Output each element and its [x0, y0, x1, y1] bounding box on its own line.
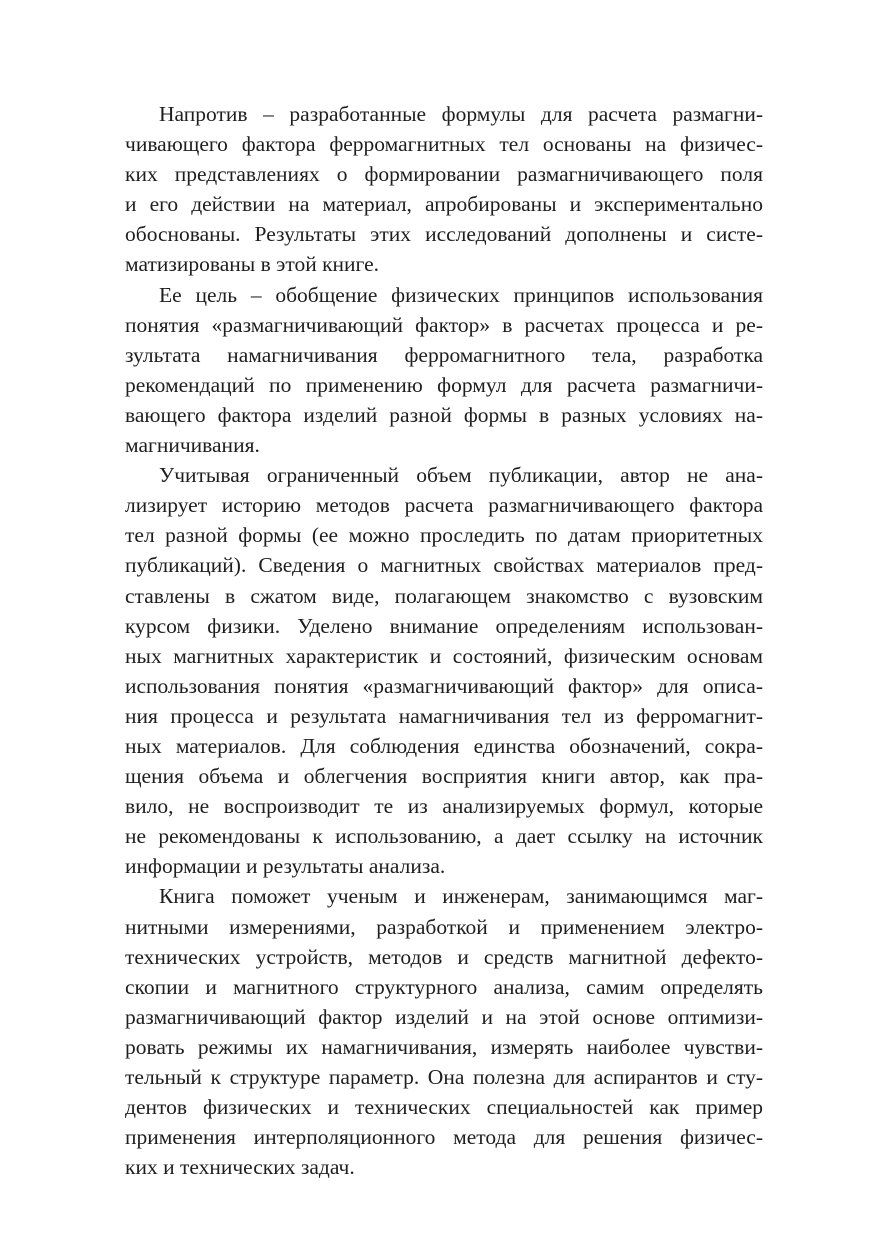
- text-line: ных материалов. Для соблюдения единства обозначений, сокра-: [125, 733, 763, 758]
- paragraph: [125, 280, 763, 461]
- text-line: обоснованы. Результаты этих исследований дополнены и систе-: [125, 222, 763, 247]
- text-line: вило, не воспроизводит те из анализируемых формул, которые: [125, 794, 763, 819]
- text-line: чивающего фактора ферромагнитных тел основаны на физичес-: [125, 132, 763, 157]
- text-line: ставлены в сжатом виде, полагающем знакомство с вузовским: [125, 583, 763, 608]
- text-line: ких представлениях о формировании размагничивающего поля: [125, 162, 763, 187]
- text-line: щения объема и облегчения восприятия книги автор, как пра-: [125, 764, 763, 789]
- text-line: тельный к структуре параметр. Она полезна для аспирантов и сту-: [125, 1065, 763, 1089]
- body-text: [125, 99, 763, 1182]
- text-line: ких и технических задач.: [125, 1155, 355, 1180]
- text-line: ных магнитных характеристик и состояний, физическим основам: [125, 643, 763, 668]
- text-line: тел разной формы (ее можно проследить по датам приоритетных: [125, 523, 763, 548]
- text-line: применения интерполяционного метода для решения физичес-: [125, 1125, 763, 1150]
- text-line: Ее цель – обобщение физических принципов использования: [159, 282, 763, 307]
- text-line: курсом физики. Уделено внимание определениям использован-: [125, 613, 763, 638]
- text-line: дентов физических и технических специальностей как пример: [125, 1095, 763, 1120]
- text-line: ния процесса и результата намагничивания тел из ферромагнит-: [125, 703, 763, 728]
- text-line: Книга поможет ученым и инженерам, занимающимся маг-: [159, 884, 763, 909]
- text-line: матизированы в этой книге.: [125, 252, 379, 277]
- paragraph: [125, 460, 763, 881]
- text-line: скопии и магнитного структурного анализа, самим определять: [125, 974, 763, 999]
- text-line: зультата намагничивания ферромагнитного тела, разработка: [125, 342, 763, 367]
- text-line: использования понятия «размагничивающий фактор» для описа-: [125, 673, 763, 698]
- paragraph: [125, 99, 763, 280]
- text-line: Учитывая ограниченный объем публикации, автор не ана-: [159, 463, 763, 488]
- text-line: рекомендаций по применению формул для расчета размагничи-: [125, 372, 763, 397]
- text-line: размагничивающий фактор изделий и на этой основе оптимизи-: [125, 1004, 763, 1029]
- text-line: магничивания.: [125, 433, 260, 458]
- text-line: и его действии на материал, апробированы и экспериментально: [125, 192, 763, 217]
- text-line: нитными измерениями, разработкой и применением электро-: [125, 914, 763, 939]
- text-line: публикаций). Сведения о магнитных свойствах материалов пред-: [125, 553, 763, 578]
- text-line: Напротив – разработанные формулы для расчета размагни-: [159, 102, 763, 126]
- text-line: информации и результаты анализа.: [125, 854, 446, 879]
- paragraph: [125, 881, 763, 1182]
- text-line: вающего фактора изделий разной формы в разных условиях на-: [125, 402, 763, 427]
- text-line: понятия «размагничивающий фактор» в расчетах процесса и ре-: [125, 312, 763, 337]
- text-line: технических устройств, методов и средств магнитной дефекто-: [125, 944, 763, 969]
- text-line: лизирует историю методов расчета размагничивающего фактора: [125, 493, 763, 518]
- text-line: не рекомендованы к использованию, а дает ссылку на источник: [125, 824, 763, 849]
- text-line: ровать режимы их намагничивания, измерять наиболее чувстви-: [125, 1034, 763, 1059]
